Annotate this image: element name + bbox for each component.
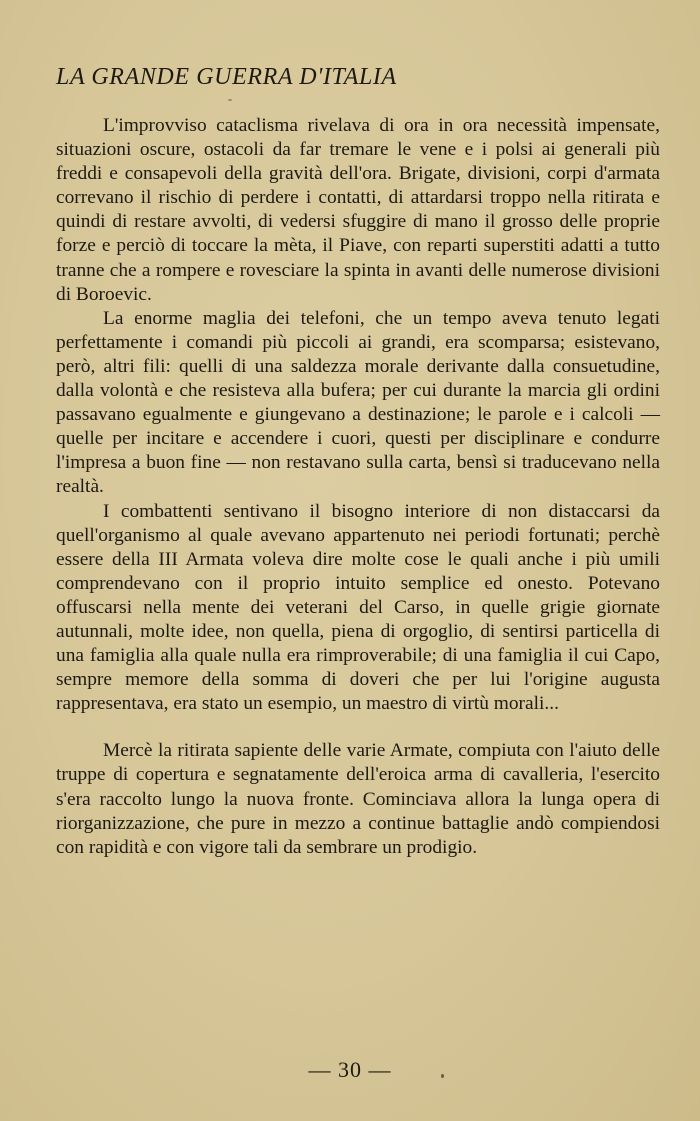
- paragraph-4: Mercè la ritirata sapiente delle varie Armate, compiuta con l'aiuto delle truppe di copertura e segnatamente dell'eroica arma di cavalleria, l'esercito s'era raccolto lungo la nuova fronte. Cominciava allora la lunga opera di riorganizzazione, che pure in mezzo a continue battaglie andò compiendosi con rapidità e con vigore tali da sembrare un prodigio.: [56, 740, 660, 858]
- running-head: LA GRANDE GUERRA D'ITALIA: [56, 64, 397, 90]
- body-text: [56, 114, 660, 860]
- ink-speck: [441, 1074, 444, 1078]
- paragraph-1: L'improvviso cataclisma rivelava di ora in ora necessità impensate, situazioni oscure, ostacoli da far tremare le vene e i polsi ai generali più freddi e consapevoli della gravità dell'ora. Brigate, divisioni, corpi d'armata correvano il rischio di perdere i contatti, di attardarsi troppo nella ritirata e quindi di restare avvolti, di vedersi sfuggire di mano il grosso delle proprie forze e perciò di toccare la mèta, il Piave, con reparti superstiti adatti a tutto tranne che a rompere e rovesciare la spinta in avanti delle numerose divisioni di Boroevic.: [56, 115, 660, 305]
- paragraph-2: La enorme maglia dei telefoni, che un tempo aveva tenuto legati perfettamente i comandi più piccoli ai grandi, era scomparsa; esistevano, però, altri fili: quelli di una saldezza morale derivante dalla consuetudine, dalla volontà e che resisteva alla bufera; per cui durante la marcia gli ordini passavano egualmente e giungevano a destinazione; le parole e i calcoli — quelle per incitare e accendere i cuori, questi per disciplinare e condurre l'impresa a buon fine — non restavano sulla carta, bensì si traducevano nella realtà.: [56, 307, 660, 498]
- ink-speck: [228, 99, 232, 101]
- paragraph-3: I combattenti sentivano il bisogno interiore di non distaccarsi da quell'organismo al quale avevano appartenuto nei periodi fortunati; perchè essere della III Armata voleva dire molte cose le quali anche i più umili comprendevano con il proprio intuito semplice ed onesto. Potevano offuscarsi nella mente dei veterani del Carso, in quelle grigie giornate autunnali, molte idee, non quella, piena di orgoglio, di sentirsi particella di una famiglia alla quale nulla era rimproverabile; di una famiglia il cui Capo, sempre memore della somma di doveri che per lui l'origine augusta rappresentava, era stato un esempio, un maestro di virtù morali...: [56, 500, 660, 715]
- page-number: — 30 —: [308, 1057, 392, 1082]
